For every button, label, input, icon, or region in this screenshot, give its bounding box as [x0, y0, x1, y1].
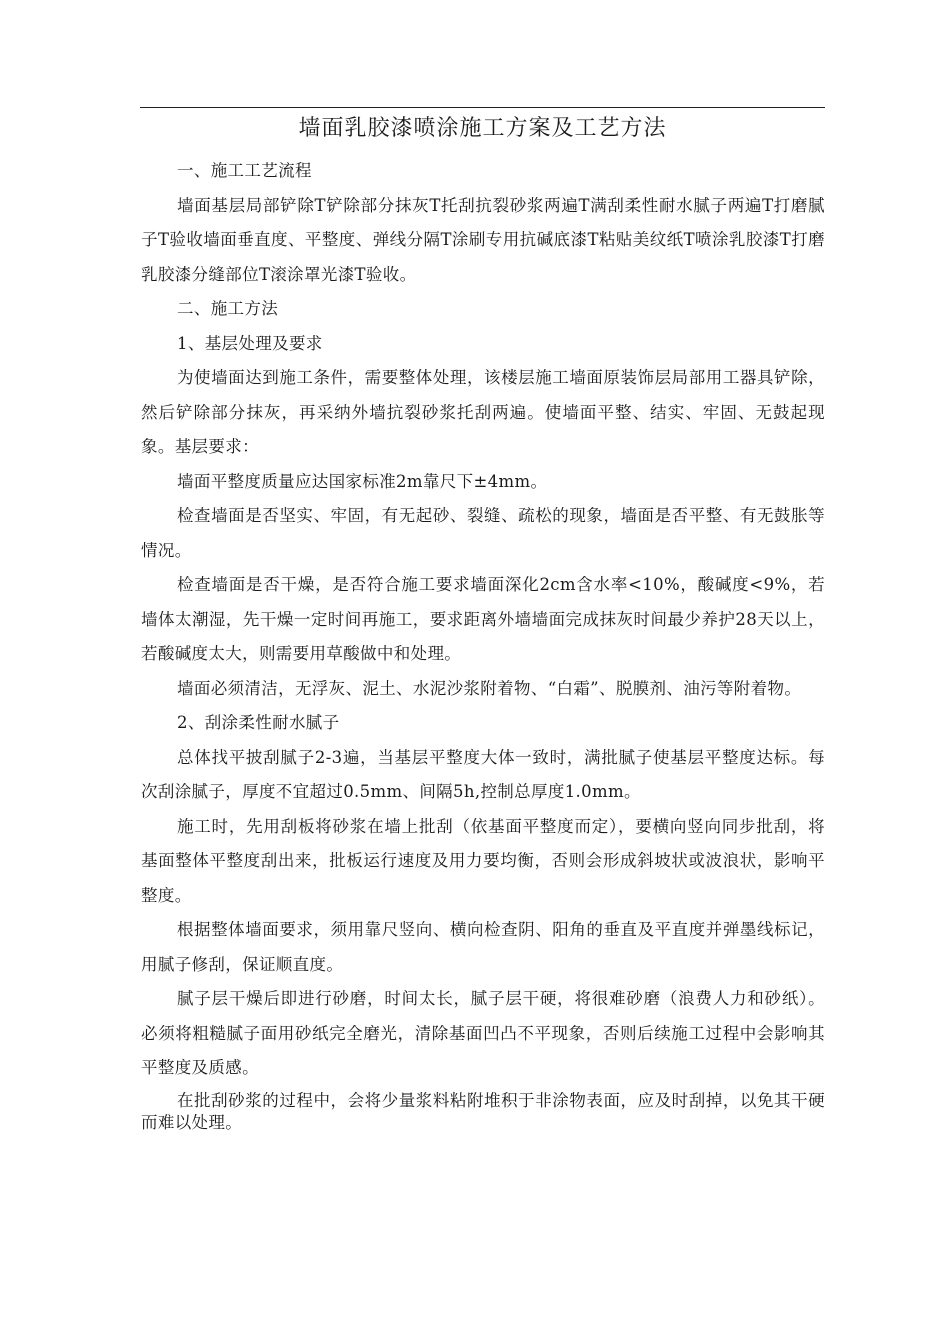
base-treatment-paragraph: 为使墙面达到施工条件，需要整体处理，该楼层施工墙面原装饰层局部用工器具铲除，然后铲除部分抹灰，再采纳外墙抗裂砂浆托刮两遍。使墙面平整、结实、牢固、无鼓起现象。基层要求：	[141, 368, 825, 456]
flatness-standard-paragraph: 墙面平整度质量应达国家标准2m靠尺下±4mm。	[177, 471, 548, 491]
process-flow-paragraph: 墙面基层局部铲除T铲除部分抹灰T托刮抗裂砂浆两遍T满刮柔性耐水腻子两遍T打磨腻子T验收墙面垂直度、平整度、弹线分隔T涂刷专用抗碱底漆T粘贴美纹纸T喷涂乳胶漆T打磨乳胶漆分缝部位T滚涂罩光漆T验收。	[141, 195, 825, 284]
subheading-base-treatment: 1、基层处理及要求	[177, 333, 323, 353]
cleanliness-paragraph: 墙面必须清洁，无浮灰、泥土、水泥沙浆附着物、“白霜”、脱膜剂、油污等附着物。	[177, 678, 802, 698]
residue-paragraph: 在批刮砂浆的过程中，会将少量浆料粘附堆积于非涂物表面，应及时刮掉，以免其干硬而难以处理。	[141, 1090, 825, 1132]
check-dryness-paragraph: 检查墙面是否干燥，是否符合施工要求墙面深化2cm含水率<10%，酸碱度<9%，若墙体太潮湿，先干燥一定时间再施工，要求距离外墙墙面完成抹灰时间最少养护28天以上，若酸碱度太大，则需要用草酸做中和处理。	[141, 575, 825, 663]
subheading-putty: 2、刮涂柔性耐水腻子	[177, 713, 340, 732]
section-heading-process: 一、施工工艺流程	[177, 161, 312, 180]
document-title: 墙面乳胶漆喷涂施工方案及工艺方法	[298, 116, 667, 141]
putty-application-paragraph: 施工时，先用刮板将砂浆在墙上批刮（依基面平整度而定），要横向竖向同步批刮，将基面整体平整度刮出来，批板运行速度及用力要均衡，否则会形成斜坡状或波浪状，影响平整度。	[141, 816, 825, 905]
putty-leveling-paragraph: 总体找平披刮腻子2-3遍，当基层平整度大体一致时，满批腻子使基层平整度达标。每次刮涂腻子，厚度不宜超过0.5mm、间隔5h,控制总厚度1.0mm。	[141, 747, 825, 801]
document-body	[141, 154, 825, 1134]
corner-check-paragraph: 根据整体墙面要求，须用靠尺竖向、横向检查阴、阳角的垂直及平直度并弹墨线标记，用腻子修刮，保证顺直度。	[141, 920, 825, 974]
section-heading-method: 二、施工方法	[177, 299, 279, 318]
check-solidity-paragraph: 检查墙面是否坚实、牢固，有无起砂、裂缝、疏松的现象，墙面是否平整、有无鼓胀等情况。	[141, 506, 825, 560]
header-rule	[140, 107, 825, 108]
sanding-paragraph: 腻子层干燥后即进行砂磨，时间太长，腻子层干硬，将很难砂磨（浪费人力和砂纸）。必须将粗糙腻子面用砂纸完全磨光，清除基面凹凸不平现象，否则后续施工过程中会影响其平整度及质感。	[141, 989, 825, 1077]
